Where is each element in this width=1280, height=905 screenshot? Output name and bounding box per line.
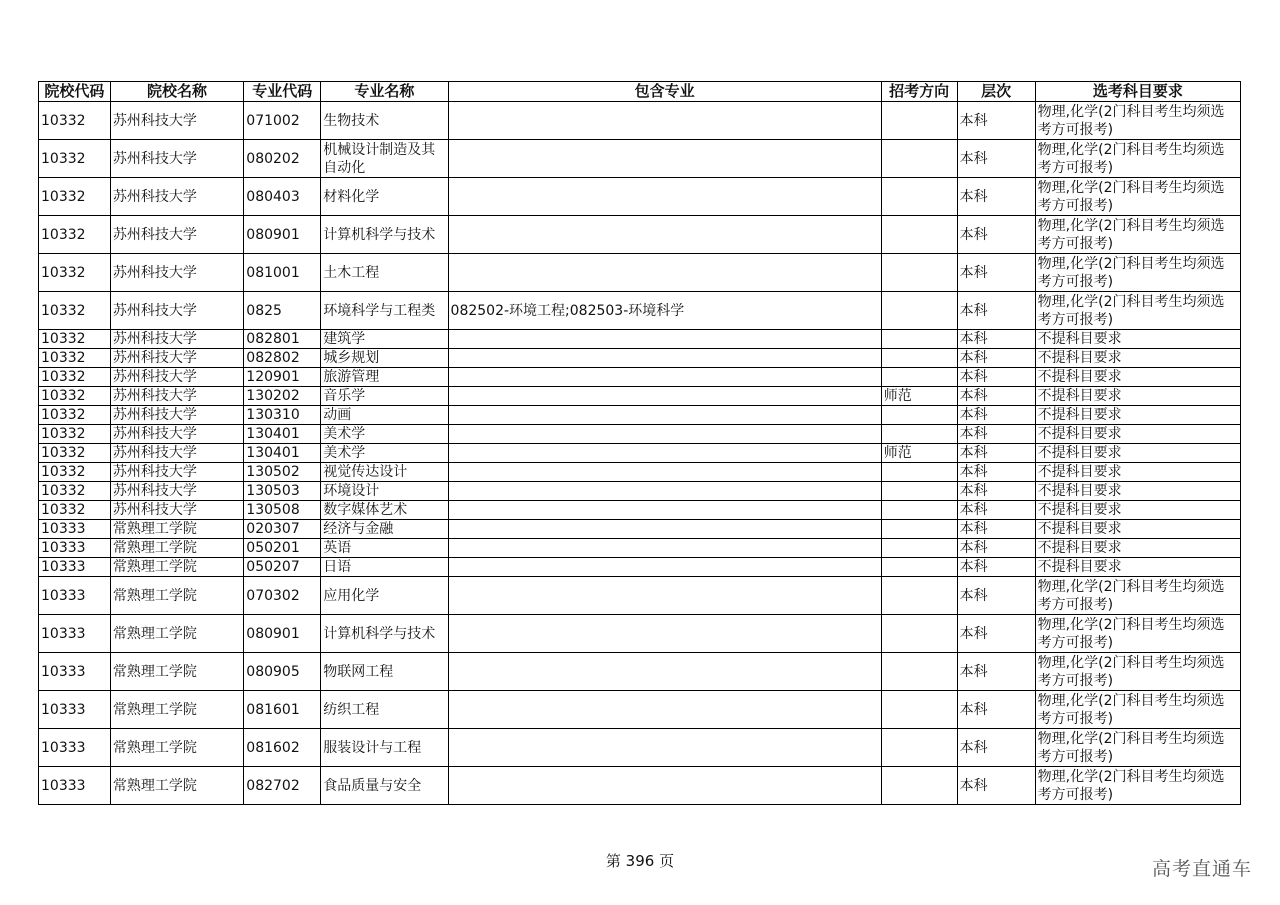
cell-level: 本科: [957, 102, 1035, 140]
cell-included-majors: [448, 425, 881, 444]
cell-major-code: 081601: [244, 691, 321, 729]
cell-school-code: 10332: [39, 387, 111, 406]
table-row: [39, 292, 1241, 330]
cell-major-name: 经济与金融: [321, 520, 448, 539]
cell-included-majors: 082502-环境工程;082503-环境科学: [448, 292, 881, 330]
cell-major-name: 生物技术: [321, 102, 448, 140]
cell-level: 本科: [957, 406, 1035, 425]
cell-subject-requirement: 不提科目要求: [1035, 406, 1240, 425]
cell-school-name: 常熟理工学院: [110, 767, 243, 805]
cell-school-name: 苏州科技大学: [110, 292, 243, 330]
cell-level: 本科: [957, 330, 1035, 349]
cell-included-majors: [448, 767, 881, 805]
cell-direction: [881, 767, 957, 805]
cell-school-name: 苏州科技大学: [110, 463, 243, 482]
header-school-code: 院校代码: [39, 82, 111, 102]
cell-school-name: 常熟理工学院: [110, 729, 243, 767]
cell-major-code: 130401: [244, 444, 321, 463]
cell-subject-requirement: 物理,化学(2门科目考生均须选考方可报考): [1035, 216, 1240, 254]
cell-school-name: 常熟理工学院: [110, 653, 243, 691]
cell-direction: [881, 729, 957, 767]
cell-major-name: 日语: [321, 558, 448, 577]
cell-direction: [881, 292, 957, 330]
table-row: [39, 729, 1241, 767]
table-row: [39, 406, 1241, 425]
cell-major-code: 130508: [244, 501, 321, 520]
table-body: [39, 102, 1241, 805]
header-direction: 招考方向: [881, 82, 957, 102]
cell-school-name: 苏州科技大学: [110, 102, 243, 140]
cell-subject-requirement: 不提科目要求: [1035, 482, 1240, 501]
cell-direction: [881, 140, 957, 178]
cell-school-code: 10332: [39, 102, 111, 140]
cell-major-code: 080901: [244, 216, 321, 254]
cell-level: 本科: [957, 349, 1035, 368]
cell-direction: [881, 539, 957, 558]
cell-included-majors: [448, 691, 881, 729]
cell-school-name: 苏州科技大学: [110, 349, 243, 368]
cell-direction: [881, 558, 957, 577]
cell-school-name: 苏州科技大学: [110, 406, 243, 425]
cell-major-name: 计算机科学与技术: [321, 615, 448, 653]
cell-major-code: 081001: [244, 254, 321, 292]
cell-direction: [881, 368, 957, 387]
cell-school-code: 10332: [39, 216, 111, 254]
cell-included-majors: [448, 349, 881, 368]
cell-school-name: 苏州科技大学: [110, 501, 243, 520]
cell-level: 本科: [957, 254, 1035, 292]
cell-school-name: 苏州科技大学: [110, 482, 243, 501]
cell-major-name: 土木工程: [321, 254, 448, 292]
cell-major-code: 080901: [244, 615, 321, 653]
cell-included-majors: [448, 444, 881, 463]
cell-direction: [881, 463, 957, 482]
cell-level: 本科: [957, 577, 1035, 615]
header-subject-requirement: 选考科目要求: [1035, 82, 1240, 102]
cell-major-name: 英语: [321, 539, 448, 558]
cell-included-majors: [448, 653, 881, 691]
table-row: [39, 140, 1241, 178]
table-row: [39, 520, 1241, 539]
cell-major-name: 食品质量与安全: [321, 767, 448, 805]
cell-level: 本科: [957, 520, 1035, 539]
cell-direction: [881, 330, 957, 349]
cell-direction: 师范: [881, 387, 957, 406]
cell-level: 本科: [957, 729, 1035, 767]
table-row: [39, 615, 1241, 653]
cell-major-code: 080202: [244, 140, 321, 178]
cell-school-name: 常熟理工学院: [110, 520, 243, 539]
cell-direction: [881, 425, 957, 444]
cell-major-name: 动画: [321, 406, 448, 425]
cell-included-majors: [448, 368, 881, 387]
cell-major-name: 数字媒体艺术: [321, 501, 448, 520]
header-row: [39, 82, 1241, 102]
cell-major-name: 服装设计与工程: [321, 729, 448, 767]
cell-major-name: 音乐学: [321, 387, 448, 406]
cell-school-code: 10332: [39, 482, 111, 501]
cell-major-name: 应用化学: [321, 577, 448, 615]
cell-school-code: 10333: [39, 558, 111, 577]
cell-major-code: 050207: [244, 558, 321, 577]
table-row: [39, 368, 1241, 387]
cell-included-majors: [448, 539, 881, 558]
cell-school-code: 10332: [39, 368, 111, 387]
table-row: [39, 254, 1241, 292]
cell-included-majors: [448, 558, 881, 577]
cell-school-code: 10332: [39, 330, 111, 349]
cell-subject-requirement: 物理,化学(2门科目考生均须选考方可报考): [1035, 140, 1240, 178]
cell-level: 本科: [957, 292, 1035, 330]
cell-subject-requirement: 物理,化学(2门科目考生均须选考方可报考): [1035, 292, 1240, 330]
cell-direction: [881, 178, 957, 216]
cell-subject-requirement: 物理,化学(2门科目考生均须选考方可报考): [1035, 615, 1240, 653]
cell-major-name: 纺织工程: [321, 691, 448, 729]
cell-included-majors: [448, 615, 881, 653]
cell-school-name: 常熟理工学院: [110, 558, 243, 577]
cell-level: 本科: [957, 178, 1035, 216]
table-row: [39, 102, 1241, 140]
cell-school-name: 苏州科技大学: [110, 178, 243, 216]
cell-level: 本科: [957, 558, 1035, 577]
cell-school-code: 10332: [39, 140, 111, 178]
cell-major-name: 环境科学与工程类: [321, 292, 448, 330]
cell-subject-requirement: 不提科目要求: [1035, 539, 1240, 558]
cell-major-code: 071002: [244, 102, 321, 140]
table-row: [39, 387, 1241, 406]
cell-major-code: 070302: [244, 577, 321, 615]
cell-major-code: 120901: [244, 368, 321, 387]
cell-direction: [881, 691, 957, 729]
cell-level: 本科: [957, 767, 1035, 805]
cell-school-code: 10332: [39, 425, 111, 444]
cell-major-name: 环境设计: [321, 482, 448, 501]
cell-major-name: 计算机科学与技术: [321, 216, 448, 254]
cell-major-name: 物联网工程: [321, 653, 448, 691]
cell-school-code: 10332: [39, 501, 111, 520]
cell-subject-requirement: 物理,化学(2门科目考生均须选考方可报考): [1035, 577, 1240, 615]
cell-included-majors: [448, 482, 881, 501]
cell-subject-requirement: 物理,化学(2门科目考生均须选考方可报考): [1035, 102, 1240, 140]
table-row: [39, 444, 1241, 463]
cell-included-majors: [448, 254, 881, 292]
cell-included-majors: [448, 102, 881, 140]
cell-major-code: 130310: [244, 406, 321, 425]
cell-included-majors: [448, 463, 881, 482]
header-major-code: 专业代码: [244, 82, 321, 102]
table-row: [39, 349, 1241, 368]
cell-school-name: 常熟理工学院: [110, 691, 243, 729]
table-row: [39, 691, 1241, 729]
watermark: 高考直通车: [1151, 858, 1252, 880]
cell-major-name: 美术学: [321, 444, 448, 463]
cell-school-name: 苏州科技大学: [110, 254, 243, 292]
table-row: [39, 463, 1241, 482]
cell-major-code: 130401: [244, 425, 321, 444]
cell-school-name: 常熟理工学院: [110, 615, 243, 653]
cell-level: 本科: [957, 368, 1035, 387]
table-row: [39, 501, 1241, 520]
cell-school-name: 苏州科技大学: [110, 425, 243, 444]
cell-subject-requirement: 不提科目要求: [1035, 368, 1240, 387]
cell-major-code: 080905: [244, 653, 321, 691]
cell-subject-requirement: 物理,化学(2门科目考生均须选考方可报考): [1035, 653, 1240, 691]
cell-level: 本科: [957, 615, 1035, 653]
table-row: [39, 330, 1241, 349]
cell-major-code: 130503: [244, 482, 321, 501]
cell-subject-requirement: 不提科目要求: [1035, 520, 1240, 539]
cell-included-majors: [448, 577, 881, 615]
cell-school-code: 10333: [39, 767, 111, 805]
cell-included-majors: [448, 387, 881, 406]
cell-major-code: 082702: [244, 767, 321, 805]
cell-level: 本科: [957, 501, 1035, 520]
cell-major-name: 材料化学: [321, 178, 448, 216]
cell-major-name: 机械设计制造及其自动化: [321, 140, 448, 178]
cell-school-name: 苏州科技大学: [110, 140, 243, 178]
cell-subject-requirement: 物理,化学(2门科目考生均须选考方可报考): [1035, 178, 1240, 216]
cell-direction: 师范: [881, 444, 957, 463]
cell-direction: [881, 254, 957, 292]
cell-school-code: 10332: [39, 349, 111, 368]
header-level: 层次: [957, 82, 1035, 102]
cell-school-name: 苏州科技大学: [110, 330, 243, 349]
cell-subject-requirement: 物理,化学(2门科目考生均须选考方可报考): [1035, 729, 1240, 767]
cell-subject-requirement: 物理,化学(2门科目考生均须选考方可报考): [1035, 254, 1240, 292]
page-number: 第 396 页: [605, 852, 675, 870]
cell-subject-requirement: 不提科目要求: [1035, 501, 1240, 520]
cell-school-name: 常熟理工学院: [110, 539, 243, 558]
cell-level: 本科: [957, 653, 1035, 691]
cell-direction: [881, 102, 957, 140]
cell-school-code: 10333: [39, 729, 111, 767]
cell-level: 本科: [957, 482, 1035, 501]
cell-direction: [881, 501, 957, 520]
cell-direction: [881, 653, 957, 691]
table-row: [39, 558, 1241, 577]
cell-major-code: 081602: [244, 729, 321, 767]
cell-major-name: 建筑学: [321, 330, 448, 349]
cell-major-code: 080403: [244, 178, 321, 216]
cell-subject-requirement: 不提科目要求: [1035, 444, 1240, 463]
cell-major-code: 082802: [244, 349, 321, 368]
cell-major-name: 城乡规划: [321, 349, 448, 368]
table-row: [39, 482, 1241, 501]
table-row: [39, 425, 1241, 444]
cell-level: 本科: [957, 444, 1035, 463]
table-row: [39, 653, 1241, 691]
cell-included-majors: [448, 729, 881, 767]
cell-major-code: 082801: [244, 330, 321, 349]
cell-major-code: 130202: [244, 387, 321, 406]
cell-school-name: 苏州科技大学: [110, 387, 243, 406]
cell-subject-requirement: 不提科目要求: [1035, 387, 1240, 406]
cell-level: 本科: [957, 387, 1035, 406]
cell-level: 本科: [957, 425, 1035, 444]
table-row: [39, 178, 1241, 216]
cell-level: 本科: [957, 691, 1035, 729]
table-row: [39, 539, 1241, 558]
cell-subject-requirement: 物理,化学(2门科目考生均须选考方可报考): [1035, 767, 1240, 805]
cell-school-code: 10333: [39, 653, 111, 691]
cell-direction: [881, 577, 957, 615]
cell-level: 本科: [957, 539, 1035, 558]
cell-school-code: 10332: [39, 292, 111, 330]
cell-major-name: 视觉传达设计: [321, 463, 448, 482]
cell-major-name: 旅游管理: [321, 368, 448, 387]
cell-subject-requirement: 不提科目要求: [1035, 558, 1240, 577]
header-included-majors: 包含专业: [448, 82, 881, 102]
cell-included-majors: [448, 520, 881, 539]
admission-table: [38, 81, 1241, 805]
cell-subject-requirement: 不提科目要求: [1035, 349, 1240, 368]
cell-school-code: 10333: [39, 615, 111, 653]
cell-included-majors: [448, 406, 881, 425]
cell-direction: [881, 406, 957, 425]
cell-major-code: 050201: [244, 539, 321, 558]
cell-school-code: 10333: [39, 577, 111, 615]
cell-school-name: 苏州科技大学: [110, 216, 243, 254]
cell-major-code: 020307: [244, 520, 321, 539]
cell-school-code: 10332: [39, 406, 111, 425]
table-row: [39, 577, 1241, 615]
cell-school-code: 10332: [39, 463, 111, 482]
cell-included-majors: [448, 216, 881, 254]
cell-subject-requirement: 不提科目要求: [1035, 463, 1240, 482]
cell-school-code: 10333: [39, 691, 111, 729]
table-row: [39, 216, 1241, 254]
cell-school-code: 10332: [39, 178, 111, 216]
cell-included-majors: [448, 178, 881, 216]
cell-included-majors: [448, 140, 881, 178]
cell-direction: [881, 349, 957, 368]
table-row: [39, 767, 1241, 805]
cell-school-code: 10332: [39, 444, 111, 463]
cell-school-code: 10333: [39, 539, 111, 558]
cell-direction: [881, 216, 957, 254]
cell-direction: [881, 615, 957, 653]
cell-school-code: 10333: [39, 520, 111, 539]
cell-subject-requirement: 不提科目要求: [1035, 425, 1240, 444]
cell-direction: [881, 482, 957, 501]
cell-subject-requirement: 物理,化学(2门科目考生均须选考方可报考): [1035, 691, 1240, 729]
cell-school-name: 苏州科技大学: [110, 444, 243, 463]
cell-level: 本科: [957, 140, 1035, 178]
cell-major-code: 0825: [244, 292, 321, 330]
cell-school-name: 苏州科技大学: [110, 368, 243, 387]
cell-major-code: 130502: [244, 463, 321, 482]
cell-included-majors: [448, 330, 881, 349]
cell-subject-requirement: 不提科目要求: [1035, 330, 1240, 349]
cell-level: 本科: [957, 463, 1035, 482]
cell-level: 本科: [957, 216, 1035, 254]
cell-major-name: 美术学: [321, 425, 448, 444]
cell-included-majors: [448, 501, 881, 520]
header-major-name: 专业名称: [321, 82, 448, 102]
cell-school-name: 常熟理工学院: [110, 577, 243, 615]
header-school-name: 院校名称: [110, 82, 243, 102]
cell-school-code: 10332: [39, 254, 111, 292]
cell-direction: [881, 520, 957, 539]
